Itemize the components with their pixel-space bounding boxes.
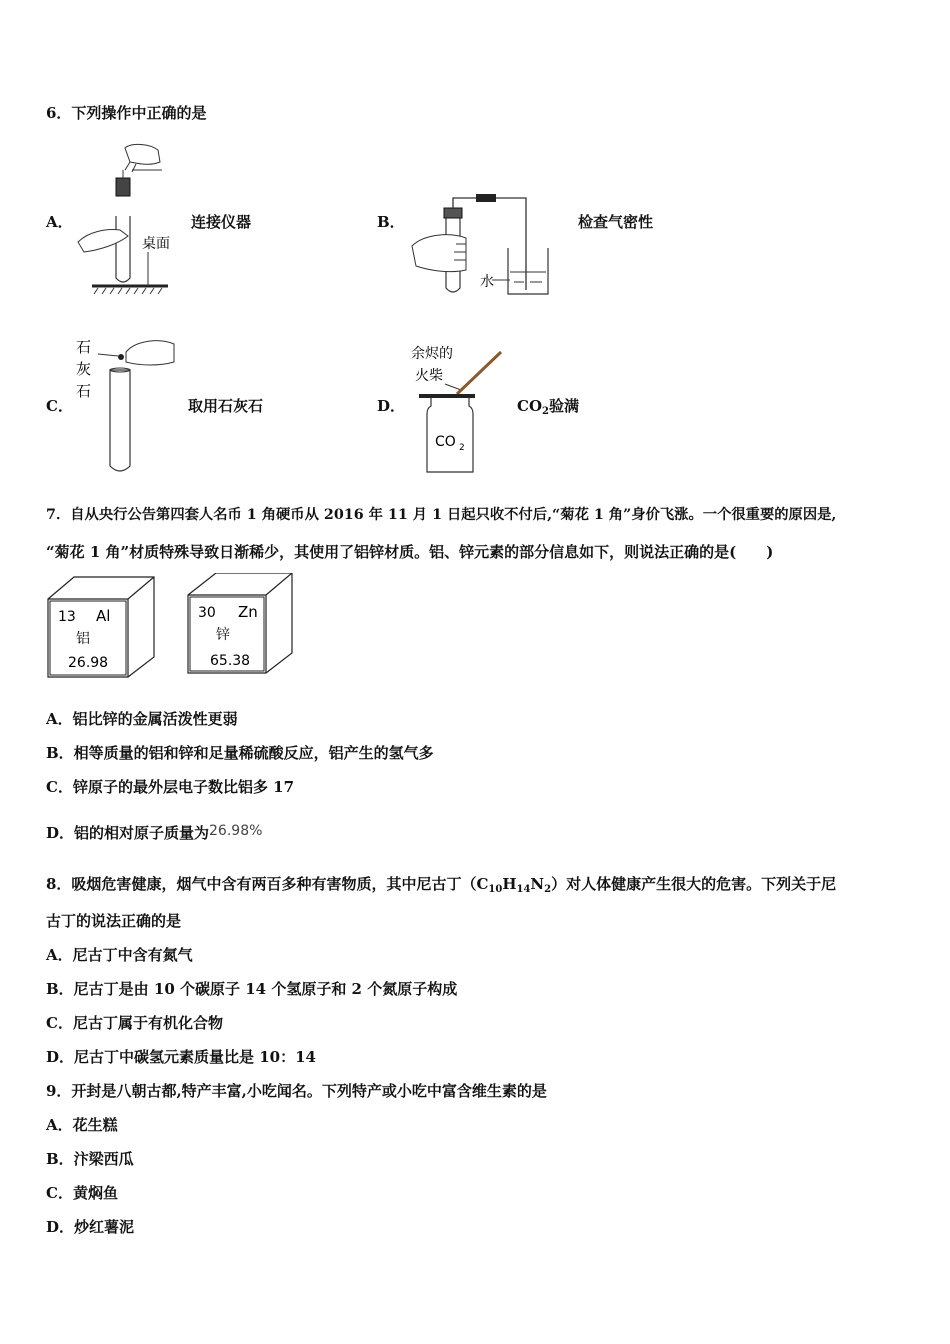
q8-formula-c: 10 — [488, 884, 503, 895]
al-atomic-number: 13 — [58, 609, 76, 625]
q7-option-a: A．铝比锌的金属活泼性更弱 — [46, 710, 238, 728]
q7-stem-line1: 7．自从央行公告第四套人名币 1 角硬币从 2016 年 11 月 1 日起只收不付后,“菊花 1 角”身价飞涨。一个很重要的原因是, — [46, 507, 837, 523]
q6-option-d-caption — [517, 395, 579, 417]
q6-figure-d-label-co2-sub: 2 — [459, 443, 465, 453]
q8-formula-n-letter: N — [530, 875, 545, 893]
zn-mass: 65.38 — [210, 653, 251, 669]
q6-figure-c-take-limestone — [70, 330, 180, 478]
q6-figure-a-label-table: 桌面 — [142, 236, 170, 252]
zn-name: 锌 — [216, 627, 230, 643]
al-mass: 26.98 — [68, 655, 109, 671]
q8-formula-h: 14 — [516, 884, 531, 895]
q7-element-cards — [46, 573, 306, 683]
q7-option-d-value: 26.98% — [209, 823, 263, 839]
q6-figure-c-label-1: 石 — [76, 338, 92, 356]
q6-figure-d-label-ember: 余烬的 — [411, 346, 453, 362]
zn-atomic-number: 30 — [198, 605, 216, 621]
q8-option-d: D．尼古丁中碳氢元素质量比是 10：14 — [46, 1048, 316, 1066]
al-name: 铝 — [76, 631, 90, 647]
q8-formula-h-letter: H — [502, 875, 517, 893]
q6-figure-b-airtightness — [408, 190, 558, 300]
q7-option-d — [46, 822, 262, 843]
q6-figure-c-label-2: 灰 — [76, 360, 92, 378]
element-card-al — [48, 577, 154, 677]
q7-option-d-text: D．铝的相对原子质量为 — [46, 824, 210, 842]
q6-figure-d-label-co2: CO — [435, 434, 456, 450]
q8-formula-n: 2 — [544, 884, 552, 895]
q6-option-b-caption: 检查气密性 — [578, 213, 654, 231]
q7-option-b: B．相等质量的铝和锌和足量稀硫酸反应，铝产生的氢气多 — [46, 744, 434, 762]
q6-figure-b-label-water: 水 — [480, 274, 494, 290]
q6-stem: 6．下列操作中正确的是 — [46, 104, 207, 122]
q8-stem-line2: 古丁的说法正确的是 — [46, 912, 182, 930]
q9-option-c: C．黄焖鱼 — [46, 1184, 118, 1202]
q8-option-b: B．尼古丁是由 10 个碳原子 14 个氢原子和 2 个氮原子构成 — [46, 980, 458, 998]
q6-figure-d-co2-full-test — [405, 340, 515, 480]
q9-option-d: D．炒红薯泥 — [46, 1218, 135, 1236]
q6-option-d-caption-sub: 2 — [542, 406, 549, 417]
q8-stem-after: ）对人体健康产生很大的危害。下列关于尼 — [551, 875, 837, 893]
q6-figure-d-label-match: 火柴 — [415, 368, 443, 384]
q6-option-b-letter: B． — [377, 213, 405, 231]
zn-symbol: Zn — [238, 603, 258, 621]
q8-stem-before: 8．吸烟危害健康，烟气中含有两百多种有害物质，其中尼古丁（C — [46, 875, 489, 893]
al-symbol: Al — [96, 607, 111, 625]
q6-option-d-caption-tail: 验满 — [548, 397, 579, 415]
q9-option-b: B．汴梁西瓜 — [46, 1150, 134, 1168]
q6-option-d-letter: D． — [377, 397, 406, 415]
q9-stem: 9．开封是八朝古都,特产丰富,小吃闻名。下列特产或小吃中富含维生素的是 — [46, 1082, 547, 1100]
q6-option-d-caption-co: CO — [517, 397, 543, 415]
q6-option-a-caption: 连接仪器 — [191, 213, 252, 231]
q6-option-c-letter: C． — [46, 397, 73, 415]
q8-option-c: C．尼古丁属于有机化合物 — [46, 1014, 223, 1032]
q6-option-c-caption: 取用石灰石 — [188, 397, 264, 415]
q6-figure-a-connect-apparatus — [70, 140, 180, 300]
q6-figure-c-label-3: 石 — [76, 382, 92, 400]
q9-option-a: A．花生糕 — [46, 1116, 118, 1134]
q7-option-c: C．锌原子的最外层电子数比铝多 17 — [46, 778, 295, 796]
q8-stem-line1 — [46, 873, 836, 895]
q8-option-a: A．尼古丁中含有氮气 — [46, 946, 193, 964]
q7-stem-line2: “菊花 1 角”材质特殊导致日渐稀少，其使用了铝锌材质。铝、锌元素的部分信息如下，则说法正确的是( ) — [46, 543, 774, 561]
element-card-zn — [188, 573, 292, 673]
q6-option-a-letter: A． — [46, 213, 73, 231]
